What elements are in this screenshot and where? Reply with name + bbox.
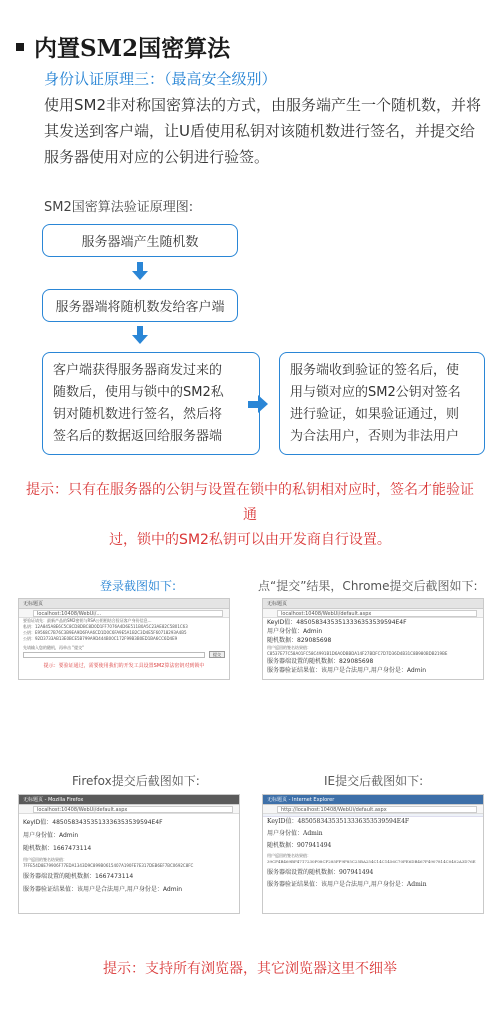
address-bar: localhost:10408/WebUi/...: [19, 609, 229, 618]
ie-screenshot: [262, 794, 484, 914]
submit-button[interactable]: 提交: [209, 651, 225, 658]
text-line: 公钥：92D3733AB13E0BCE5B799A9D444B00C172F99B3B0ED1BA6CC6D4E9: [23, 636, 178, 641]
flow-text-line: 随数后，使用与锁中的SM2私: [53, 384, 224, 400]
flow-step-generate-random: 服务器端产生随机数: [42, 224, 238, 257]
address-bar: localhost:10408/WebUi/default.aspx: [263, 609, 483, 618]
description-paragraph: 使用SM2非对称国密算法的方式，由服务端产生一个随机数，并将其发送到客户端，让U盾使用私钥对该随机数进行签名，并提交给服务器使用对应的公钥进行验签。: [44, 96, 482, 166]
text-line: 私钥：12A845A8E6C5C8CD8DBC8D0D1FF7076A4D6E511B0A5C23AE82C5801C63: [23, 624, 188, 629]
login-screenshot: [18, 598, 230, 680]
firefox-screenshot: [18, 794, 240, 914]
notice-line: 提示：只有在服务器的公钥与设置在锁中的私钥相对应时，签名才能验证通: [26, 482, 474, 523]
flow-text-line: 签名后的数据返回给服务器端: [53, 428, 223, 444]
arrow-down-icon: [133, 262, 147, 280]
login-red-note: 提示：要验证通过，需要使用我们的开发工具设置SM2算法密钥对到锁中: [43, 663, 205, 669]
input-label: 先请输入您的随机，再单击 "提交": [23, 645, 84, 650]
diagram-label: SM2国密算法验证原理图:: [44, 200, 194, 215]
text-line: 39CF4B469BF4717230F08CF285FF9F85C25BA254C14C1456C70FE6DB467F4907814C0402A3D76E: [267, 859, 476, 864]
flow-text-line: 客户端获得服务器商发过来的: [53, 362, 223, 378]
text-line: KeyID值：48505834353513336353539594E4F: [267, 619, 407, 626]
text-line: 服务器验证结果值：该用户是合法用户,用户身份是：Admin: [267, 667, 427, 674]
text-line: 要验证请先：最新产品的SM2密钥与RSA公钥相结合验证客户身份信息...: [23, 618, 152, 623]
flow-text-line: 钥对随机数进行签名，然后将: [53, 406, 223, 422]
text-line: 用户返回的签名结果值：: [267, 853, 311, 858]
chrome-screenshot: [262, 598, 484, 680]
section-subtitle: 身份认证原理三：（最高安全级别）: [44, 70, 277, 88]
text-line: 服务器端设置的随机数据：829085698: [267, 658, 374, 665]
flow-text-line: 服务端收到验证的签名后，使: [290, 362, 460, 378]
flow-step-client-sign: [42, 352, 260, 455]
browser-tab-bar: 无标题页 - Internet Explorer: [263, 795, 483, 805]
section-heading: [16, 30, 230, 63]
flow-text-line: 进行验证，如果验证通过，则: [290, 406, 460, 422]
text-line: 用户身份值：Admin: [23, 832, 79, 839]
text-line: 服务器验证结果值：该用户是合法用户,用户身份是：Admin: [267, 881, 427, 888]
text-line: 公钥：E9568C7B76C3B9EA9D6FAA6CD1D0C6FA9E5A1B2C3D4E5F60718293A4B5: [23, 630, 187, 635]
text-line: KeyID值：48505834353513336353539594E4F: [23, 819, 163, 826]
text-line: 服务器端设置的随机数据：1667473114: [23, 873, 134, 880]
text-line: 随机数据：829085698: [267, 637, 332, 644]
flow-step-server-verify: [279, 352, 485, 455]
browser-tab-bar: 无标题页: [19, 599, 229, 609]
arrow-down-icon: [133, 326, 147, 344]
text-line: 用户身份值：Admin: [267, 830, 323, 837]
browser-tab-bar: 无标题页: [263, 599, 483, 609]
text-line: 服务器验证结果值：该用户是合法用户,用户身份是：Admin: [23, 886, 183, 893]
arrow-right-icon: [248, 395, 268, 413]
browser-tab-bar: 无标题页 - Mozilla Firefox: [19, 795, 239, 805]
login-caption: 登录截图如下:: [100, 579, 177, 593]
text-line: 7FFE54D8E79906F77EDA1343D9C899B0615407A190FE7E317DEB6EF7BC0692C8FC: [23, 863, 194, 868]
page-title: 内置SM2国密算法: [34, 35, 231, 62]
text-line: 随机数据：907941494: [267, 842, 332, 849]
flow-text-line: 用与锁对应的SM2公钥对签名: [290, 384, 461, 400]
flow-step-send-random: 服务器端将随机数发给客户端: [42, 289, 238, 322]
text-line: KeyID值：48505834353513336353539594E4F: [267, 818, 410, 825]
text-line: C8537E77C58A01FC58C4991B1D6A0DBBDA14F27BDFC7D7D36D4B31C8B980BDB219BE: [267, 651, 448, 656]
text-line: 随机数据：1667473114: [23, 845, 92, 852]
flow-text-line: 为合法用户，否则为非法用户: [290, 428, 460, 444]
chrome-caption: 点“提交”结果，Chrome提交后截图如下:: [258, 579, 478, 593]
text-line: 用户返回的签名结果值：: [267, 645, 311, 650]
bullet-icon: [16, 43, 24, 51]
text-line: 用户身份值：Admin: [267, 628, 323, 635]
warning-notice: [20, 478, 480, 553]
ie-caption: IE提交后截图如下:: [324, 774, 424, 788]
notice-line: 过，锁中的SM2私钥可以由开发商自行设置。: [109, 532, 391, 548]
firefox-caption: Firefox提交后截图如下:: [72, 774, 200, 788]
address-bar: localhost:10408/WebUi/default.aspx: [19, 805, 239, 814]
final-notice: 提示：支持所有浏览器，其它浏览器这里不细举: [103, 961, 397, 977]
random-input[interactable]: [23, 652, 205, 658]
text-line: 用户返回的签名结果值：: [23, 857, 67, 862]
address-bar: http://localhost:10408/WebUi/default.aspx: [263, 805, 483, 814]
text-line: 服务器端设置的随机数据：907941494: [267, 869, 374, 876]
